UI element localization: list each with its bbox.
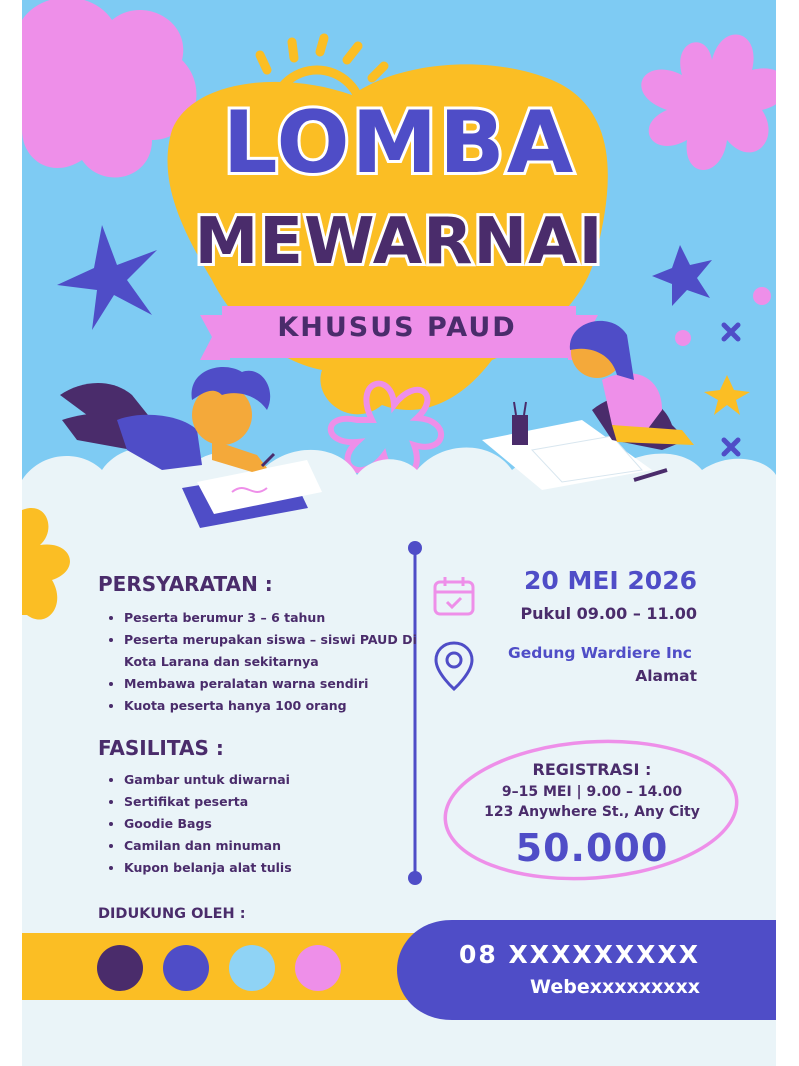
list-item: • Peserta berumur 3 – 6 tahun: [124, 607, 424, 629]
facilities-list: [106, 769, 414, 879]
calendar-check-icon: [432, 574, 476, 618]
registration-location: 123 Anywhere St., Any City: [484, 804, 700, 820]
yellow-star-right: [704, 375, 750, 415]
facilities-heading: FASILITAS :: [98, 736, 224, 760]
contact-bar: [397, 920, 776, 1020]
list-item: • Kupon belanja alat tulis: [124, 857, 414, 879]
list-item: • Gambar untuk diwarnai: [124, 769, 414, 791]
sponsor-logos: [96, 942, 396, 994]
list-item: • Camilan dan minuman: [124, 835, 414, 857]
support-heading: DIDUKUNG OLEH :: [98, 906, 246, 922]
poster: [22, 0, 776, 1066]
sponsor-dot-3: [229, 945, 275, 991]
registration-title: REGISTRASI :: [532, 760, 652, 779]
ribbon-label: KHUSUS PAUD: [277, 312, 517, 343]
map-pin-icon: [433, 640, 475, 692]
list-item: • Membawa peralatan warna sendiri: [124, 673, 424, 695]
title-line-2: MEWARNAI: [194, 205, 604, 279]
registration-schedule: 9–15 MEI | 9.00 – 14.00: [501, 784, 683, 800]
sponsor-dot-4: [295, 945, 341, 991]
event-address: Alamat: [635, 667, 697, 685]
requirements-list: [106, 607, 424, 717]
contact-phone: 08 XXXXXXXXX: [459, 940, 700, 969]
list-item: • Sertifikat peserta: [124, 791, 414, 813]
requirements-heading: PERSYARATAN :: [98, 572, 273, 596]
sponsor-dot-2: [163, 945, 209, 991]
list-item: • Kuota peserta hanya 100 orang: [124, 695, 424, 717]
event-time: Pukul 09.00 – 11.00: [520, 604, 697, 623]
event-date: 20 MEI 2026: [523, 566, 697, 595]
sponsor-dot-1: [97, 945, 143, 991]
contact-web: Webexxxxxxxxx: [530, 976, 700, 998]
list-item: • Goodie Bags: [124, 813, 414, 835]
event-venue: Gedung Wardiere Inc: [507, 644, 692, 662]
list-item: • Peserta merupakan siswa – siswi PAUD Di Kota Larana dan sekitarnya: [124, 629, 424, 673]
title-line-1: LOMBA: [222, 93, 576, 193]
registration-price: 50.000: [515, 826, 669, 870]
